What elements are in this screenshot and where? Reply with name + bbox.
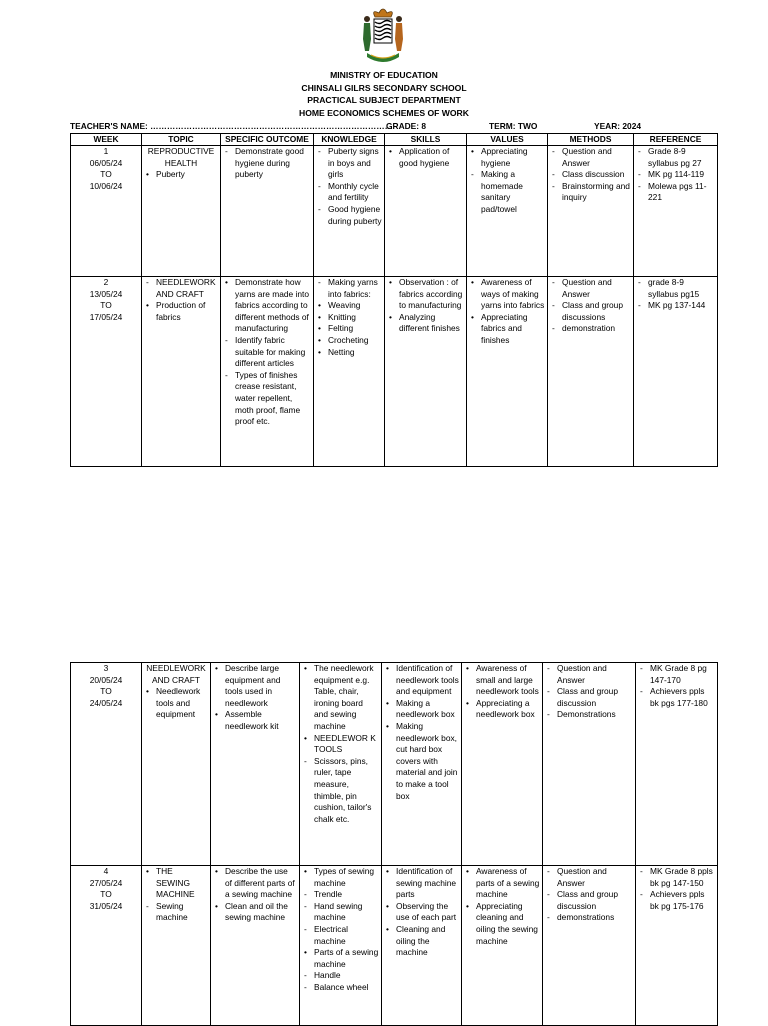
methods-item: - Question and Answer [550,277,631,300]
week-line: 4 [103,866,109,876]
values-cell [462,866,543,1026]
skills-item: • Identification of sewing machine parts [384,866,459,901]
methods-item: - Class discussion [550,169,631,181]
knowledge-cell [300,866,382,1026]
week-line: 1 [103,146,109,156]
skills-item: • Application of good hygiene [387,146,464,169]
topic-item: • THE SEWING MACHINE [144,866,208,901]
methods-cell [543,866,636,1026]
methods-item: - Class and group discussion [545,889,633,912]
skills-item: • Cleaning and oiling the machine [384,924,459,959]
skills-cell [382,866,462,1026]
knowledge-item: • Felting [316,323,382,335]
table-row [71,277,718,467]
methods-cell [543,663,636,866]
skills-item: • Identification of needlework tools and equipment [384,663,459,698]
knowledge-item: - Balance wheel [302,982,379,994]
methods-item: - demonstration [550,323,631,335]
scheme-heading: HOME ECONOMICS SCHEMES OF WORK [299,107,469,118]
week-line: 3 [103,663,109,673]
knowledge-item: • Crocheting [316,335,382,347]
values-item: • Awareness of small and large needlework tools [464,663,540,698]
knowledge-item: - Making yarns into fabrics: [316,277,382,300]
methods-item: - Class and group discussion [545,686,633,709]
outcome-item: - Demonstrate good hygiene during puberty [223,146,311,181]
table-row [71,866,718,1026]
week-line: 27/05/24 [89,877,123,888]
year-label: YEAR: 2024 [594,121,642,131]
values-cell [467,277,548,467]
methods-item: - Question and Answer [545,866,633,889]
week-line: 10/06/24 [89,180,123,191]
week-line: 24/05/24 [89,697,123,708]
topic-cell [142,663,211,866]
column-header: SKILLS [385,134,467,146]
values-cell [467,146,548,277]
table-row [71,663,718,866]
column-header: SPECIFIC OUTCOME [221,134,314,146]
knowledge-item: • NEEDLEWOR K TOOLS [302,733,379,756]
knowledge-item: - Monthly cycle and fertility [316,181,382,204]
skills-item: • Making a needlework box [384,698,459,721]
table-row [71,146,718,277]
week-line: 2 [103,277,109,287]
reference-item: - Grade 8-9 syllabus pg 27 [636,146,715,169]
outcome-cell [211,663,300,866]
week-cell [71,146,142,277]
outcome-cell [221,146,314,277]
column-header: REFERENCE [634,134,718,146]
values-item: - Making a homemade sanitary pad/towel [469,169,545,215]
reference-cell [634,146,718,277]
outcome-item: • Assemble needlework kit [213,709,297,732]
values-item: • Awareness of ways of making yarns into fabrics [469,277,545,312]
week-cell [71,277,142,467]
outcome-item: • Demonstrate how yarns are made into fabrics according to different methods of manufacturing [223,277,311,335]
knowledge-cell [314,277,385,467]
topic-cell [142,277,221,467]
topic-item: NEEDLEWORK AND CRAFT [146,663,206,685]
values-item: • Appreciating fabrics and finishes [469,312,545,347]
topic-item: - NEEDLEWORK AND CRAFT [144,277,218,300]
knowledge-item: - Puberty signs in boys and girls [316,146,382,181]
knowledge-item: • Parts of a sewing machine [302,947,379,970]
knowledge-item: • The needlework equipment e.g. Table, chair, ironing board and sewing machine [302,663,379,733]
outcome-cell [211,866,300,1026]
knowledge-item: • Netting [316,347,382,359]
topic-cell [142,866,211,1026]
topic-item: REPRODUCTIVE HEALTH [147,146,215,168]
methods-item: - Question and Answer [545,663,633,686]
teacher-name-field: TEACHER'S NAME: …………………………………………………………………………… [70,121,394,131]
skills-cell [382,663,462,866]
reference-item: - MK Grade 8 ppls bk pg 147-150 [638,866,715,889]
coat-of-arms-emblem [357,5,409,67]
knowledge-item: - Handle [302,970,379,982]
reference-item: - MK pg 137-144 [636,300,715,312]
methods-cell [548,277,634,467]
grade-label: GRADE: 8 [386,121,427,131]
term-label: TERM: TWO [489,121,538,131]
week-cell [71,663,142,866]
knowledge-item: • Weaving [316,300,382,312]
skills-cell [385,277,467,467]
knowledge-item: - Trendle [302,889,379,901]
scheme-table-page-1 [70,133,718,467]
topic-item: - Sewing machine [144,901,208,924]
reference-cell [636,866,718,1026]
column-header: KNOWLEDGE [314,134,385,146]
skills-item: • Analyzing different finishes [387,312,464,335]
values-item: • Awareness of parts of a sewing machine [464,866,540,901]
week-line: 20/05/24 [89,674,123,685]
reference-item: - Achievers ppls bk pg 175-176 [638,889,715,912]
ministry-heading: MINISTRY OF EDUCATION [330,70,438,80]
methods-cell [548,146,634,277]
reference-item: - Achievers ppls bk pgs 177-180 [638,686,715,709]
methods-item: - demonstrations [545,912,633,924]
knowledge-cell [300,663,382,866]
school-heading: CHINSALI GILRS SECONDARY SCHOOL [301,82,467,93]
knowledge-cell [314,146,385,277]
week-line: 31/05/24 [89,900,123,911]
week-line: TO [100,300,112,311]
knowledge-item: - Electrical machine [302,924,379,947]
column-header: VALUES [467,134,548,146]
week-cell [71,866,142,1026]
values-item: • Appreciating cleaning and oiling the sewing machine [464,901,540,947]
week-line: TO [100,169,112,180]
week-line: 06/05/24 [89,157,123,168]
week-line: TO [100,686,112,697]
topic-item: • Needlework tools and equipment [144,686,208,721]
values-item: • Appreciating a needlework box [464,698,540,721]
skills-cell [385,146,467,277]
reference-item: - grade 8-9 syllabus pg15 [636,277,715,300]
week-line: 13/05/24 [89,288,123,299]
methods-item: - Brainstorming and inquiry [550,181,631,204]
reference-cell [636,663,718,866]
knowledge-item: • Types of sewing machine [302,866,379,889]
outcome-item: - Identify fabric suitable for making different articles [223,335,311,370]
outcome-item: • Describe the use of different parts of a sewing machine [213,866,297,901]
column-header: TOPIC [142,134,221,146]
department-heading: PRACTICAL SUBJECT DEPARTMENT [307,95,461,105]
topic-cell [142,146,221,277]
skills-item: • Observing the use of each part [384,901,459,924]
methods-item: - Question and Answer [550,146,631,169]
values-item: • Appreciating hygiene [469,146,545,169]
knowledge-item: • Knitting [316,312,382,324]
column-header: METHODS [548,134,634,146]
week-line: 17/05/24 [89,311,123,322]
reference-item: - MK pg 114-119 [636,169,715,181]
knowledge-item: - Good hygiene during puberty [316,204,382,227]
skills-item: • Making needlework box, cut hard box covers with material and join to make a tool box [384,721,459,802]
outcome-cell [221,277,314,467]
reference-item: - MK Grade 8 pg 147-170 [638,663,715,686]
skills-item: • Observation : of fabrics according to manufacturing [387,277,464,312]
week-line: TO [100,889,112,900]
outcome-item: - Types of finishes crease resistant, water repellent, moth proof, flame proof etc. [223,370,311,428]
outcome-item: • Describe large equipment and tools used in needlework [213,663,297,709]
outcome-item: • Clean and oil the sewing machine [213,901,297,924]
methods-item: - Demonstrations [545,709,633,721]
scheme-table-page-2 [70,662,718,1026]
reference-item: - Molewa pgs 11-221 [636,181,715,204]
reference-cell [634,277,718,467]
knowledge-item: - Scissors, pins, ruler, tape measure, thimble, pin cushion, tailor's chalk etc. [302,756,379,826]
table-header-row [71,134,718,146]
methods-item: - Class and group discussions [550,300,631,323]
topic-item: • Puberty [144,169,218,181]
values-cell [462,663,543,866]
column-header: WEEK [71,134,142,146]
topic-item: • Production of fabrics [144,300,218,323]
knowledge-item: - Hand sewing machine [302,901,379,924]
